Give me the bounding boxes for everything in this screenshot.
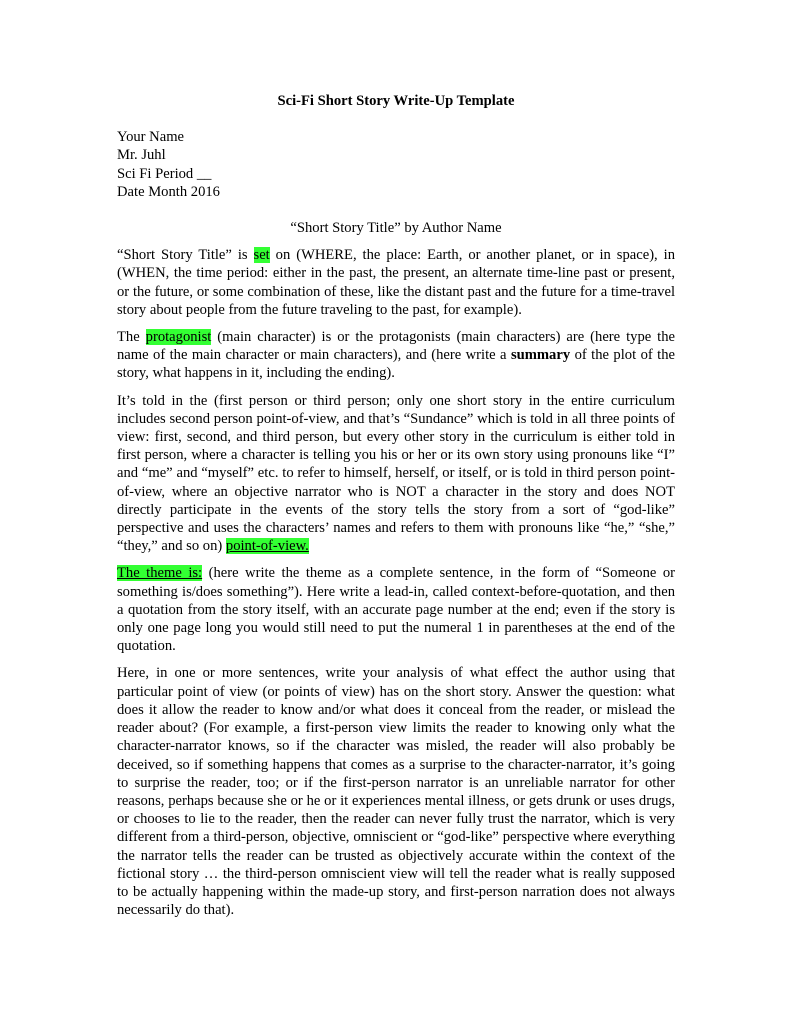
summary-bold: summary [510,347,571,364]
highlight-set: set [253,247,270,264]
document-title: Sci-Fi Short Story Write-Up Template [277,93,515,109]
point-of-view-paragraph [117,392,675,556]
setting-paragraph [117,246,675,319]
story-title-line: “Short Story Title” by Author Name [290,220,502,237]
pov-pre: It’s told in the (first person or third person; only one short story in the entire curriculum includes second person point-of-view, and that’s “Sundance” which is told in all three points of view: first, second, and third person, but every other story in the curriculum is either told in first person, where a character is telling you his or her or its own story using pronouns like “I” and “me” and “myself” etc. to refer to himself, herself, or itself, or is told in third person point-of-view, where an objective narrator who is NOT a character in the story and does NOT directly participate in the events of the story tells the story from a sort of “god-like” perspective and uses the characters’ names and refers to them with pronouns like “he,” “she,” “they,” and so on) [117,392,675,555]
highlight-theme: The theme is: [117,565,203,582]
student-header [117,128,675,201]
protagonist-post: of the plot of the story, what happens in it, including the ending). [117,347,675,382]
protagonist-pre: The [117,329,146,346]
setting-pre: “Short Story Title” is [117,247,254,264]
analysis-paragraph: Here, in one or more sentences, write your analysis of what effect the author using that particular point of view (or points of view) has on the short story. Answer the question: what does it allow the reader to know and/or what does it conceal from the reader, or mislead the reader about? (For example, a first-person view limits the reader to knowing only what the character-narrator knows, so if the character was misled, the reader will also probably be deceived, so if something happens that comes as a surprise to the character-narrator, it’s going to surprise the reader, too; or if the first-person narrator is an unreliable narrator for other reasons, perhaps because she or he or it experiences mental illness, or gets drunk or uses drugs, or chooses to lie to the reader, then the reader can never fully trust the narrator, which is very different from a third-person, objective, omniscient or “god-like” perspective where everything the narrator tells the reader can be trusted as objectively accurate within the context of the fictional story … the third-person omniscient view will tell the reader what is really supposed to be actually happening within the made-up story, and first-person narration does not always necessarily do that). [117,665,675,919]
header-period: Sci Fi Period __ [117,165,212,182]
highlight-protagonist: protagonist [145,329,212,346]
document-content [117,92,675,919]
setting-post: on (WHERE, the place: Earth, or another planet, or in space), in (WHEN, the time period: either in the past, the present, an alternate time-line past or present, or the future, or some combination of these, like the distant past and the future for a time-travel story about people from the future traveling to the past, for example). [117,247,675,318]
header-date: Date Month 2016 [117,183,220,200]
theme-post: (here write the theme as a complete sentence, in the form of “Someone or something is/does something”). Here write a lead-in, called context-before-quotation, and then a quotation from the story itself, with an accurate page number at the end; even if the story is only one page long you would still need to put the numeral 1 in parentheses at the end of the quotation. [117,565,675,655]
header-name: Your Name [117,129,185,146]
protagonist-mid: (main character) is or the protagonists (main characters) are (here type the name of the main character or main characters), and (here write a [117,329,676,364]
protagonist-paragraph [117,328,675,383]
theme-paragraph [117,564,675,655]
header-teacher: Mr. Juhl [117,147,166,164]
highlight-point-of-view: point-of-view. [225,538,309,555]
